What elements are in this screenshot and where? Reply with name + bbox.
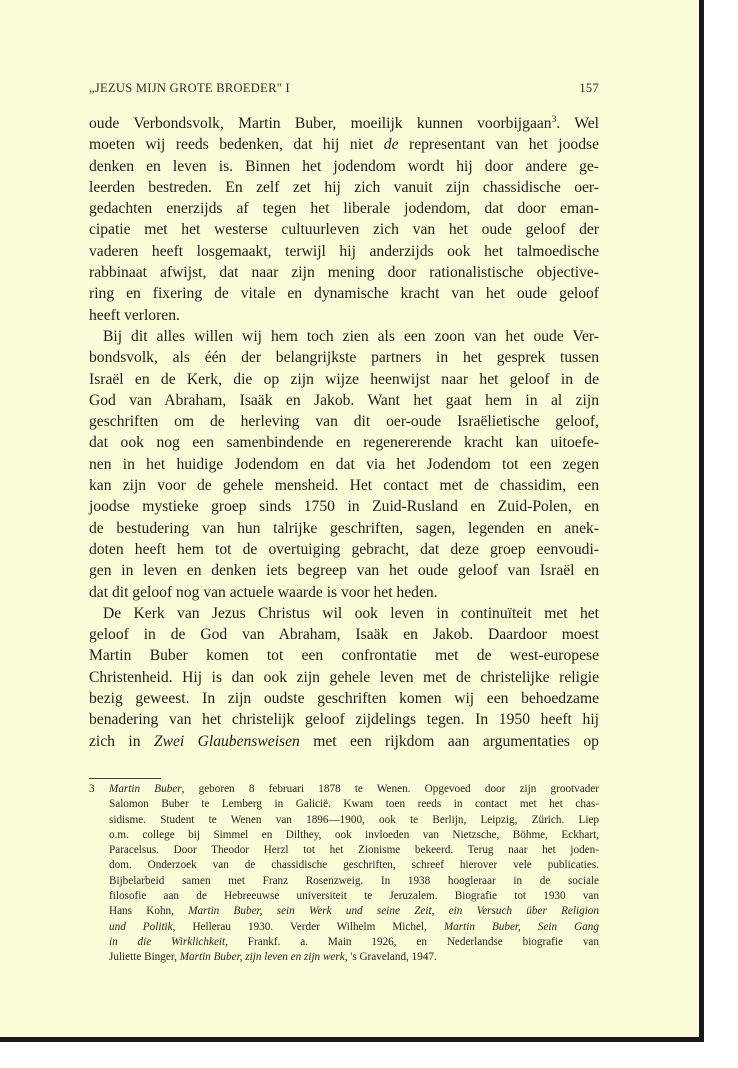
text-line: benadering van het christelijk geloof zijdelings tegen. In 1950 heeft hij	[89, 711, 599, 729]
text-line: God van Abraham, Isaäk en Jakob. Want het gaat hem in al zijn	[89, 391, 599, 409]
running-header	[89, 81, 599, 96]
footnote	[89, 782, 599, 966]
text-line: oude Verbondsvolk, Martin Buber, moeilijk kunnen voorbijgaan$^3$. Wel	[89, 114, 599, 132]
text-line: Bij dit alles willen wij hem toch zien als een zoon van het oude Ver-	[103, 327, 599, 345]
text-line: gedachten enerzijds af tegen het liberale jodendom, dat door eman-	[89, 200, 599, 218]
text-line: leerden bestreden. En zelf zet hij zich vanuit zijn chassidische oer-	[89, 178, 599, 196]
footnote-line: filosofie aan de Hebreeuwse universiteit te Jeruzalem. Biografie tot 1930 van	[109, 890, 599, 903]
text-line: dat dit geloof nog van actuele waarde is voor het heden.	[89, 583, 438, 601]
text-line: Christenheid. Hij is dan ook zijn gehele leven met de christelijke religie	[89, 668, 599, 686]
footnote-ref: 3	[551, 114, 557, 125]
footnote-line: in die Wirklichkeit, Frankf. a. Main 1926, en Nederlandse biografie van	[109, 935, 599, 948]
main-text	[89, 113, 599, 752]
footnote-line: 3 Martin Buber, geboren 8 februari 1878 te Wenen. Opgevoed door zijn grootvader	[89, 782, 599, 797]
footnote-line: Bijbelarbeid samen met Franz Rosenzweig. In 1938 hoogleraar in de sociale	[109, 874, 599, 887]
emphasis: de	[383, 136, 399, 154]
running-title: „JEZUS MIJN GROTE BROEDER" I	[89, 81, 290, 95]
text-line: kan zijn voor de gehele mensheid. Het contact met de chassidim, een	[89, 477, 599, 495]
footnote-number: 3	[89, 783, 95, 795]
text-line: cipatie met het westerse cultuurleven zich van het oude geloof der	[89, 221, 599, 239]
book-title: Zwei Glaubensweisen	[153, 732, 300, 750]
footnote-rule	[89, 778, 161, 779]
text-line: heeft verloren.	[89, 306, 180, 324]
text-line: geschriften om de herleving van dit oer-oude Israëlietische geloof,	[89, 413, 599, 431]
text-line: bondsvolk, als één der belangrijkste partners in het gesprek tussen	[89, 349, 599, 367]
text-line: zich in Zwei Glaubensweisen met een rijkdom aan argumentaties op	[89, 732, 599, 750]
footnote-line: und Politik, Hellerau 1930. Verder Wilhelm Michel, Martin Buber, Sein Gang	[109, 920, 599, 933]
text-line: ring en fixering de vitale en dynamische kracht van het oude geloof	[89, 285, 599, 303]
text-line: joodse mystieke groep sinds 1750 in Zuid-Rusland en Zuid-Polen, en	[89, 498, 599, 516]
text-line: geloof in de God van Abraham, Isaäk en Jakob. Daardoor moest	[89, 626, 599, 644]
footnote-line: Salomon Buber te Lemberg in Galicië. Kwam toen reeds in contact met het chas-	[109, 798, 599, 811]
text-line: de bestudering van hun talrijke geschriften, sagen, legenden en anek-	[89, 519, 599, 537]
footnote-line: o.m. college bij Simmel en Dilthey, ook invloeden van Nietzsche, Böhme, Eckhart,	[109, 828, 599, 841]
footnote-line: Juliette Binger, Martin Buber, zijn leven en zijn werk, 's Graveland, 1947.	[109, 951, 437, 964]
text-line: dat ook nog een samenbindende en regenererende kracht kan uitoefe-	[89, 434, 599, 452]
text-line: moeten wij reeds bedenken, dat hij niet de representant van het joodse	[89, 136, 599, 154]
text-line: rabbinaat afwijst, dat naar zijn mening door rationalistische objective-	[89, 264, 599, 282]
footnote-line: Hans Kohn, Martin Buber, sein Werk und seine Zeit, ein Versuch über Religion	[109, 905, 599, 918]
text-line: Martin Buber komen tot een confrontatie met de west-europese	[89, 647, 599, 665]
footnote-line: sidisme. Student te Wenen van 1896—1900, ook te Berlijn, Leipzig, Zürich. Liep	[109, 813, 599, 826]
text-line: Israël en de Kerk, die op zijn wijze heenwijst naar het geloof in de	[89, 370, 599, 388]
footnote-line: Paracelsus. Door Theodor Herzl tot het Zionisme bekeerd. Terug naar het joden-	[109, 844, 599, 857]
text-line: bezig geweest. In zijn oudste geschriften komen wij een behoedzame	[89, 690, 599, 708]
footnote-line: dom. Onderzoek van de chassidische geschriften, schreef hierover vele publicaties.	[109, 859, 599, 872]
text-line: doten heeft hem tot de overtuiging gebracht, dat deze groep eenvoudi-	[89, 540, 599, 558]
text-line: De Kerk van Jezus Christus wil ook leven in continuïteit met het	[103, 604, 599, 622]
text-line: denken en leven is. Binnen het jodendom wordt hij door andere ge-	[89, 157, 599, 175]
page-number: 157	[579, 81, 599, 95]
text-line: nen in het huidige Jodendom en dat via het Jodendom tot een zegen	[89, 455, 599, 473]
text-line: vaderen heeft losgemaakt, terwijl hij anderzijds ook het talmoedische	[89, 242, 599, 260]
text-line: gen in leven en denken iets begreep van het oude geloof van Israël en	[89, 562, 599, 580]
